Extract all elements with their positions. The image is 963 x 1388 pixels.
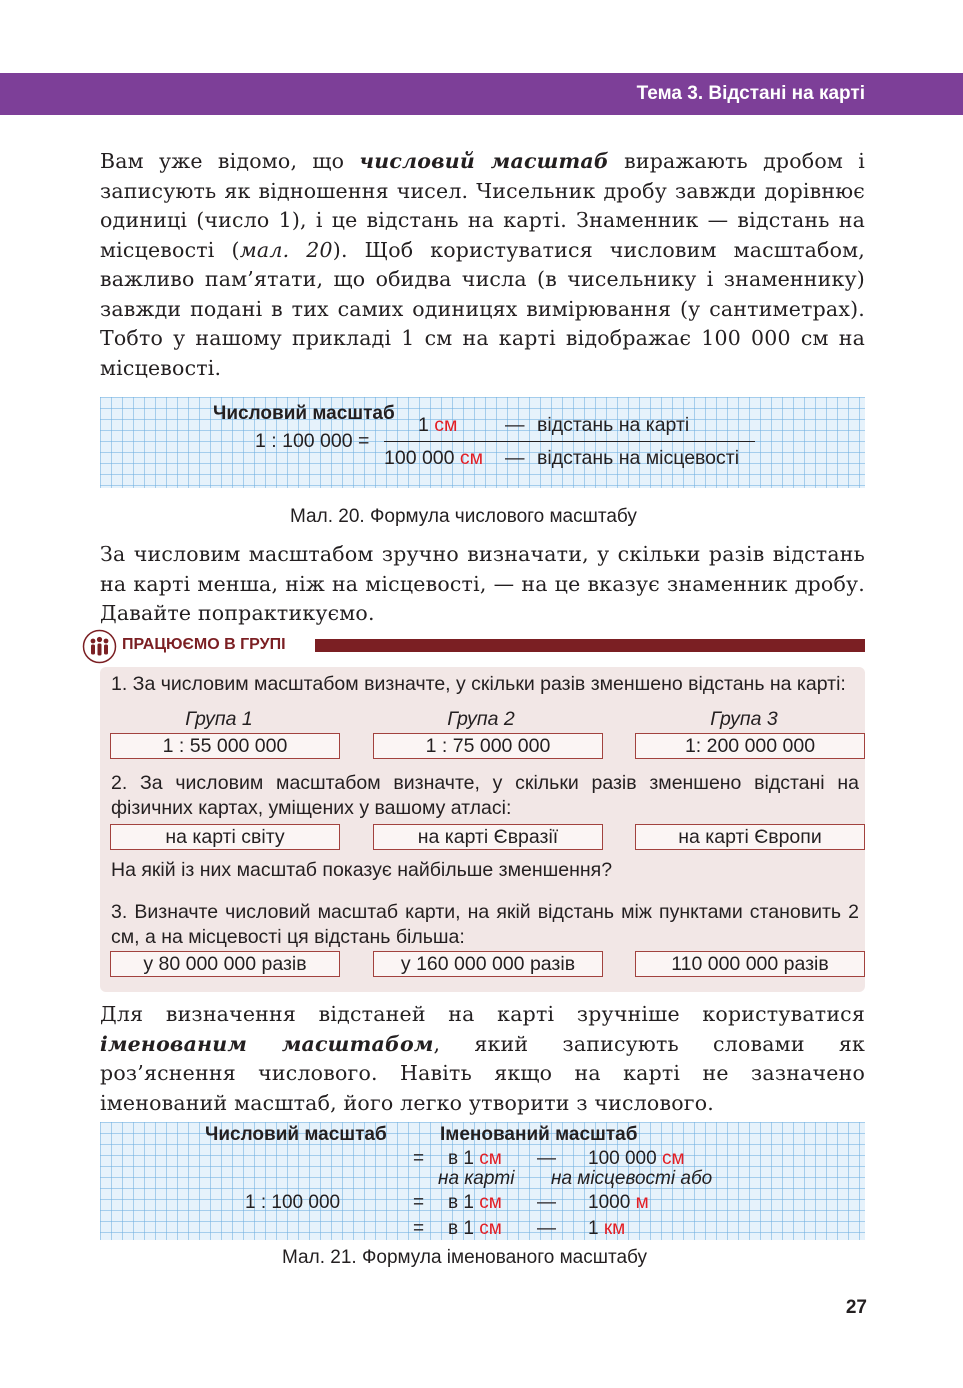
label-on-map: на карті [438, 1168, 515, 1189]
chapter-title: Тема 3. Відстані на карті [636, 83, 865, 104]
in-one: в 1 [448, 1218, 474, 1239]
num-value: 1 [418, 414, 429, 436]
paragraph-3 [100, 1000, 865, 1118]
group-1-label: Група 1 [185, 708, 253, 730]
fig21-caption: Мал. 21. Формула іменованого масштабу [282, 1247, 647, 1268]
row3-val: 1 [588, 1218, 599, 1239]
paragraph-2: За числовим масштабом зручно визначати, у скільки разів відстань на карті менша, ніж на місцевості, — на це вказує знаменник дробу. Давайте попрактикуємо. [100, 542, 865, 625]
equals-1: = [413, 1148, 425, 1169]
row1-val: 100 000 [588, 1148, 657, 1169]
in-one: в 1 [448, 1148, 474, 1169]
row1-unit2: см [661, 1148, 685, 1169]
row3-dash: — [537, 1218, 556, 1239]
term-named-scale: іменованим масштабом [100, 1031, 434, 1056]
answer-box-1: у 80 000 000 разів [110, 951, 340, 977]
row3-unit2: км [603, 1218, 626, 1239]
group-work-label: ПРАЦЮЄМО В ГРУПІ [122, 636, 286, 653]
num-unit: см [434, 414, 458, 436]
den-value: 100 000 [384, 447, 455, 469]
scale-box-1: 1 : 55 000 000 [110, 733, 340, 759]
term-numeric-scale: числовий масштаб [359, 149, 609, 173]
row1-value [588, 1148, 685, 1170]
text: , який записують словами як роз’яснення числового. Навіть якщо на карті не зазначено іменований масштаб, його легко утворити з числового. [100, 1031, 866, 1115]
row3-in [448, 1218, 502, 1240]
row2-dash: — [537, 1192, 556, 1213]
row2-unit2: м [635, 1192, 649, 1213]
group-work-divider [315, 639, 865, 652]
question-2b: На якій із них масштаб показує найбільше зменшення? [111, 859, 613, 881]
row2-in [448, 1192, 502, 1214]
fig21-scale: 1 : 100 000 [245, 1192, 341, 1213]
fig20-denominator [384, 447, 483, 470]
answer-box-2: у 160 000 000 разів [373, 951, 603, 977]
scale-box-2: 1 : 75 000 000 [373, 733, 603, 759]
map-box-3: на карті Європи [635, 824, 865, 850]
row2-unit: см [479, 1192, 502, 1213]
text: ). Щоб користуватися числовим масштабом, важливо пам’ятати, що обидва числа (в чисельнику і знаменнику) завжди подані в тих самих одиницях вимірювання (у сантиметрах). Тобто у нашому прикладі 1 см на карті відображає 100 000 см на місцевості. [100, 237, 865, 380]
row3-unit: см [479, 1218, 502, 1239]
row2-value [588, 1192, 649, 1214]
fig20-num-desc: відстань на карті [537, 414, 690, 436]
fig20-numerator [418, 414, 457, 437]
fig20-dash-1: — [505, 414, 525, 436]
header-bar [0, 73, 963, 115]
fig20-title: Числовий масштаб [213, 403, 395, 424]
row1-dash: — [537, 1148, 556, 1169]
row3-value [588, 1218, 625, 1240]
question-1: 1. За числовим масштабом визначте, у скільки разів зменшено відстань на карті: [111, 673, 846, 695]
row2-val: 1000 [588, 1192, 631, 1213]
figure-21 [100, 1122, 865, 1240]
question-2: 2. За числовим масштабом визначте, у скільки разів зменшено відстані на фізичних картах, уміщених у вашому атласі: [111, 772, 859, 819]
paragraph-1 [100, 147, 865, 383]
question-3: 3. Визначте числовий масштаб карти, на якій відстань між пунктами становить 2 см, а на місцевості ця відстань більша: [111, 901, 859, 948]
group-3-label: Група 3 [710, 708, 778, 730]
figure-ref: мал. 20 [239, 237, 333, 262]
fig21-col1-header: Числовий масштаб [205, 1124, 387, 1145]
fig20-dash-2: — [505, 447, 525, 469]
text: виражають дробом і записують як відношення чисел. Чисельник дробу завжди дорівнює одиниці (число 1), і це відстань на карті. Знаменник — відстань на місцевості ( [100, 149, 865, 262]
scale-box-3: 1: 200 000 000 [635, 733, 865, 759]
fig21-col2-header: Іменований масштаб [440, 1124, 638, 1145]
fig20-caption: Мал. 20. Формула числового масштабу [290, 506, 637, 527]
label-on-terrain: на місцевості або [551, 1168, 713, 1189]
equals-3: = [413, 1218, 425, 1239]
text: Для визначення відстаней на карті зручніше користуватися [100, 1002, 865, 1026]
fig20-den-desc: відстань на місцевості [537, 447, 740, 469]
row1-unit: см [479, 1148, 502, 1169]
figure-20 [100, 397, 865, 488]
page-number: 27 [845, 1297, 867, 1318]
group-work-icon [82, 629, 117, 664]
group-2-label: Група 2 [447, 708, 515, 730]
in-one: в 1 [448, 1192, 474, 1213]
den-unit: см [459, 447, 484, 469]
equals-2: = [413, 1192, 425, 1213]
map-box-1: на карті світу [110, 824, 340, 850]
map-box-2: на карті Євразії [373, 824, 603, 850]
fraction-line [384, 441, 755, 442]
answer-box-3: 110 000 000 разів [635, 951, 865, 977]
row1-in [448, 1148, 502, 1170]
text: Вам уже відомо, що [100, 149, 360, 173]
fig20-lhs: 1 : 100 000 = [255, 430, 370, 452]
